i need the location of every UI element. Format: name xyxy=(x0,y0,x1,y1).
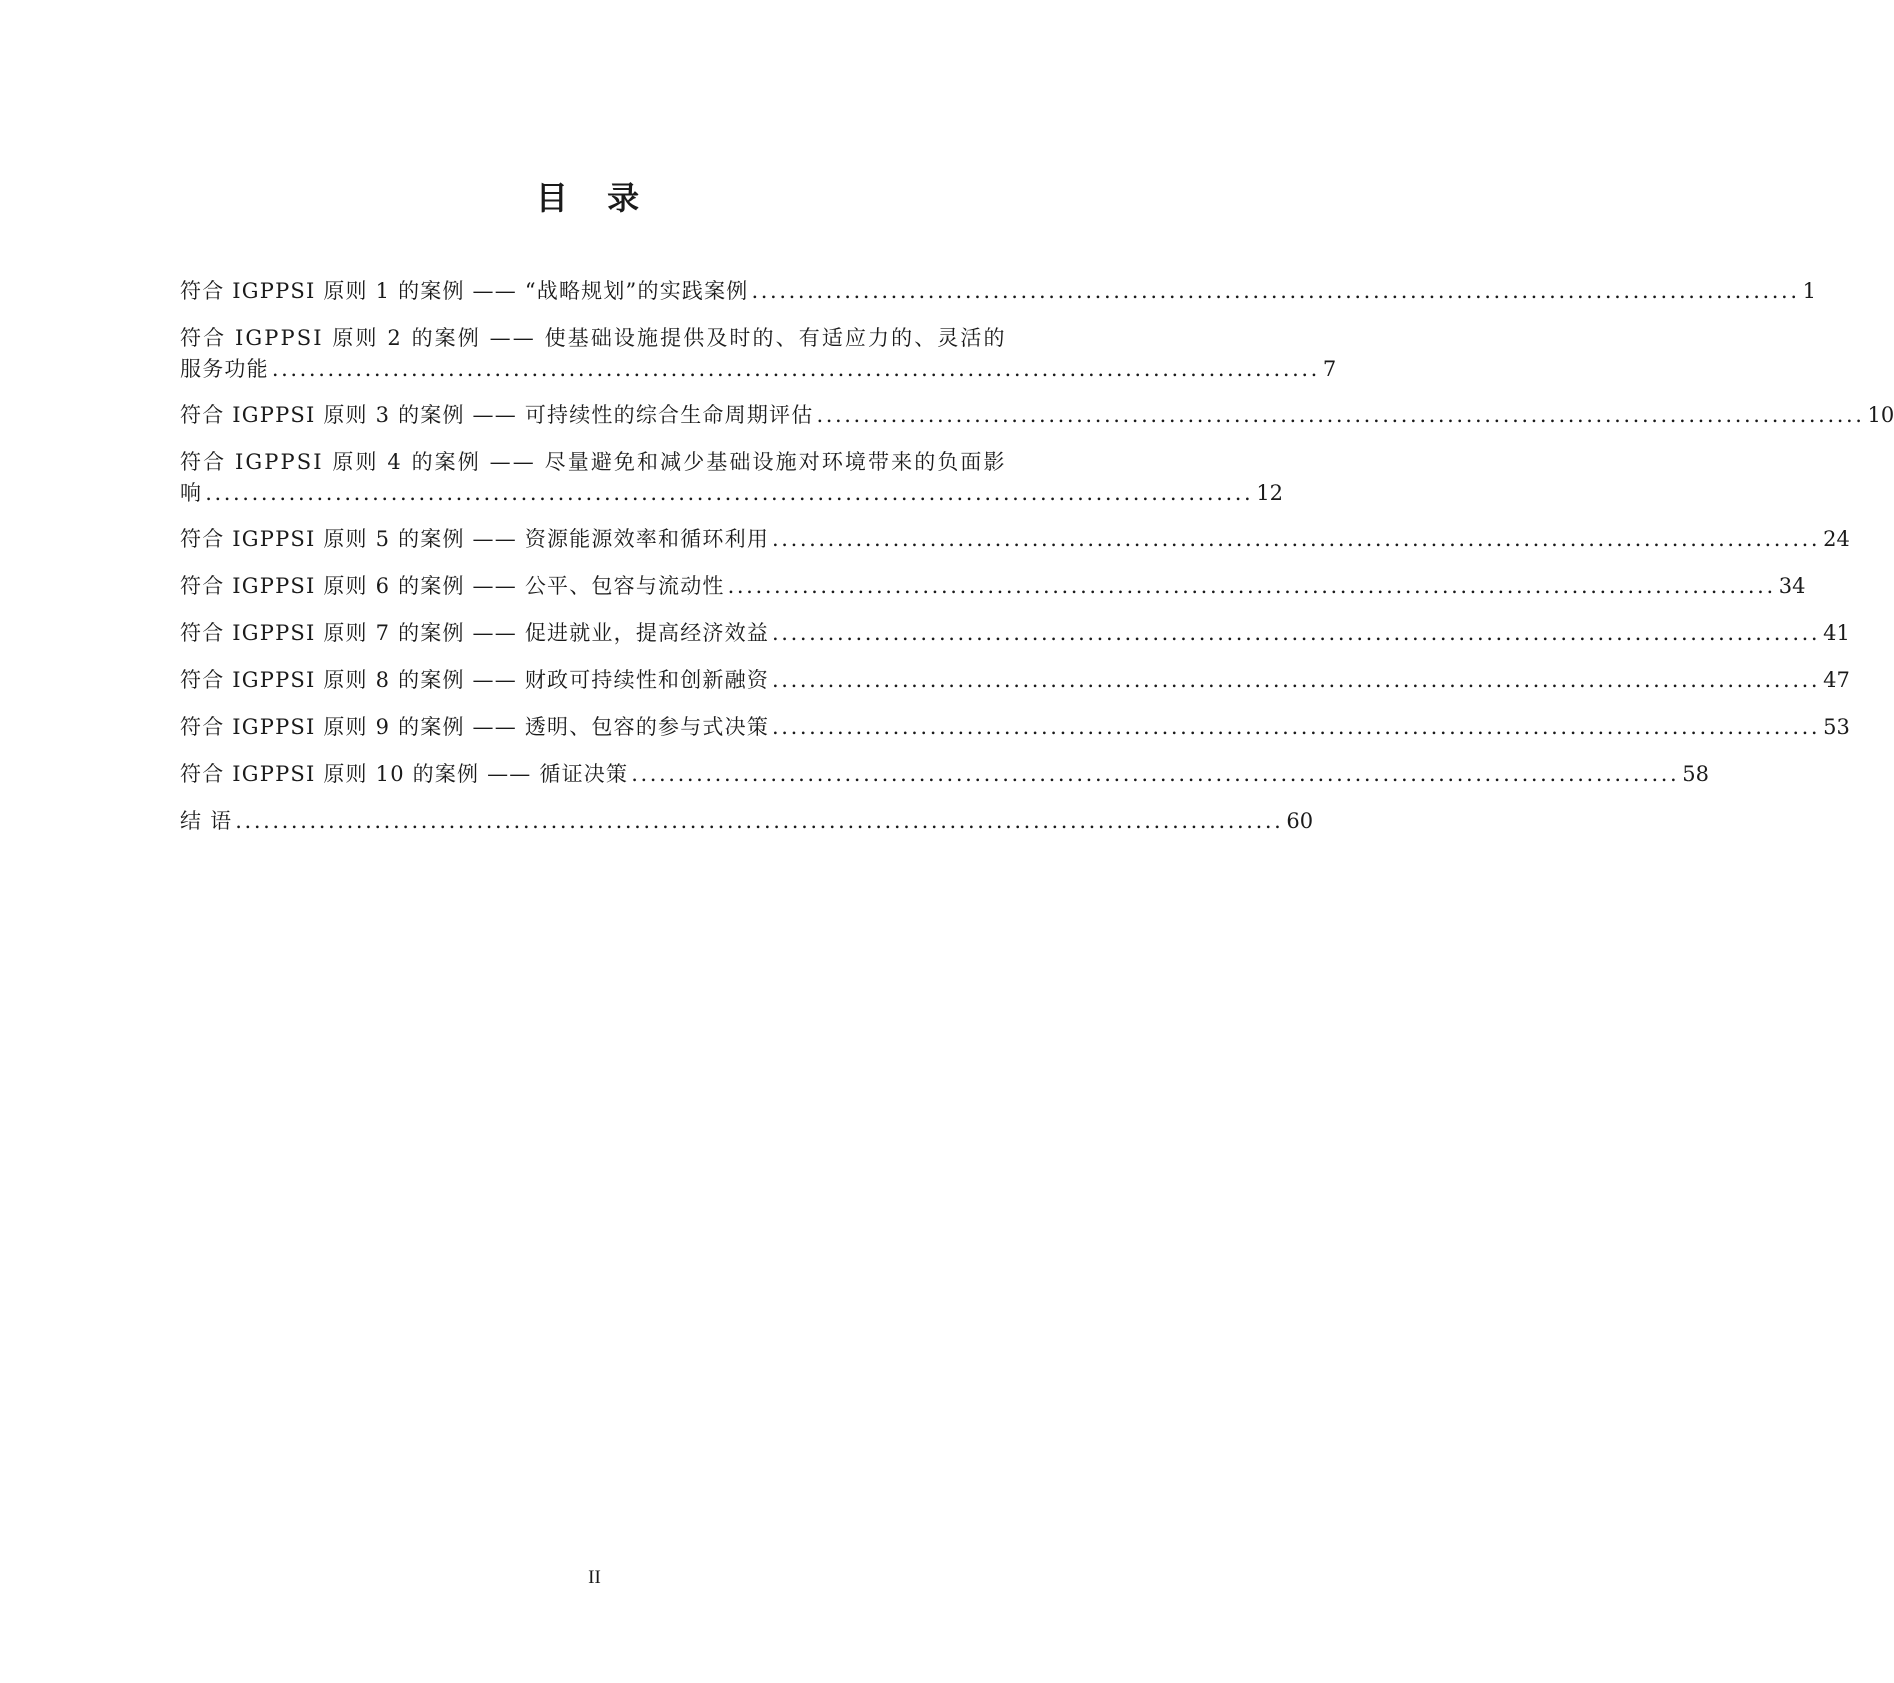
toc-entry-label: 符合 IGPPSI 原则 7 的案例 —— 促进就业，提高经济效益 xyxy=(180,621,770,645)
toc-page-number: 7 xyxy=(1322,357,1337,381)
toc-entry-label-continued: 响 xyxy=(180,481,203,505)
dot-leader: ................................................................................................................. xyxy=(631,762,1680,786)
toc-entry-label: 符合 IGPPSI 原则 4 的案例 —— 尽量避免和减少基础设施对环境带来的负面影 xyxy=(180,450,1007,474)
toc-entry-label: 符合 IGPPSI 原则 2 的案例 —— 使基础设施提供及时的、有适应力的、灵活的 xyxy=(180,326,1007,350)
dot-leader: ................................................................................................................. xyxy=(772,715,1821,739)
dot-leader: ................................................................................................................. xyxy=(205,481,1254,505)
toc-page-number: 47 xyxy=(1823,668,1850,692)
toc-entry-principle-7[interactable] xyxy=(180,618,1850,649)
toc-page-number: 41 xyxy=(1823,621,1850,645)
toc-page-number: 34 xyxy=(1778,574,1806,598)
dot-leader: ................................................................................................................. xyxy=(772,621,1821,645)
toc-page-number: 10 xyxy=(1867,403,1894,427)
toc-page-number: 58 xyxy=(1682,762,1710,786)
toc-entry-label: 符合 IGPPSI 原则 5 的案例 —— 资源能源效率和循环利用 xyxy=(180,527,770,551)
toc-entry-principle-2[interactable] xyxy=(180,323,1337,385)
toc-title: 目 录 xyxy=(535,179,654,217)
toc-entry-principle-9[interactable] xyxy=(180,712,1850,743)
toc-entry-conclusion[interactable] xyxy=(180,806,1314,837)
toc-page-number: 24 xyxy=(1823,527,1850,551)
toc-entry-principle-8[interactable] xyxy=(180,665,1850,696)
toc-entry-label: 符合 IGPPSI 原则 10 的案例 —— 循证决策 xyxy=(180,762,629,786)
toc-entry-principle-5[interactable] xyxy=(180,524,1850,555)
toc-entry-label: 符合 IGPPSI 原则 1 的案例 —— “战略规划”的实践案例 xyxy=(180,279,749,303)
toc-page-number: 12 xyxy=(1256,481,1284,505)
table-of-contents xyxy=(180,276,1894,853)
toc-page-number: 60 xyxy=(1286,809,1314,833)
dot-leader: ................................................................................................................. xyxy=(727,574,1776,598)
dot-leader: ................................................................................................................. xyxy=(772,527,1821,551)
toc-entry-principle-3[interactable] xyxy=(180,400,1894,431)
toc-entry-label: 结 语 xyxy=(180,809,233,833)
toc-page-number: 53 xyxy=(1823,715,1850,739)
toc-entry-label: 符合 IGPPSI 原则 9 的案例 —— 透明、包容的参与式决策 xyxy=(180,715,770,739)
dot-leader: ................................................................................................................. xyxy=(271,357,1320,381)
toc-entry-principle-4[interactable] xyxy=(180,447,1284,509)
dot-leader: ................................................................................................................. xyxy=(751,279,1800,303)
dot-leader: ................................................................................................................. xyxy=(816,403,1865,427)
footer-page-number: II xyxy=(588,1567,601,1588)
dot-leader: ................................................................................................................. xyxy=(772,668,1821,692)
toc-entry-label: 符合 IGPPSI 原则 8 的案例 —— 财政可持续性和创新融资 xyxy=(180,668,770,692)
toc-entry-principle-10[interactable] xyxy=(180,759,1710,790)
toc-page-number: 1 xyxy=(1802,279,1816,303)
toc-entry-label: 符合 IGPPSI 原则 3 的案例 —— 可持续性的综合生命周期评估 xyxy=(180,403,814,427)
toc-entry-label: 符合 IGPPSI 原则 6 的案例 —— 公平、包容与流动性 xyxy=(180,574,725,598)
toc-entry-principle-1[interactable] xyxy=(180,276,1816,307)
toc-entry-principle-6[interactable] xyxy=(180,571,1806,602)
dot-leader: ................................................................................................................. xyxy=(235,809,1284,833)
toc-entry-label-continued: 服务功能 xyxy=(180,357,269,381)
